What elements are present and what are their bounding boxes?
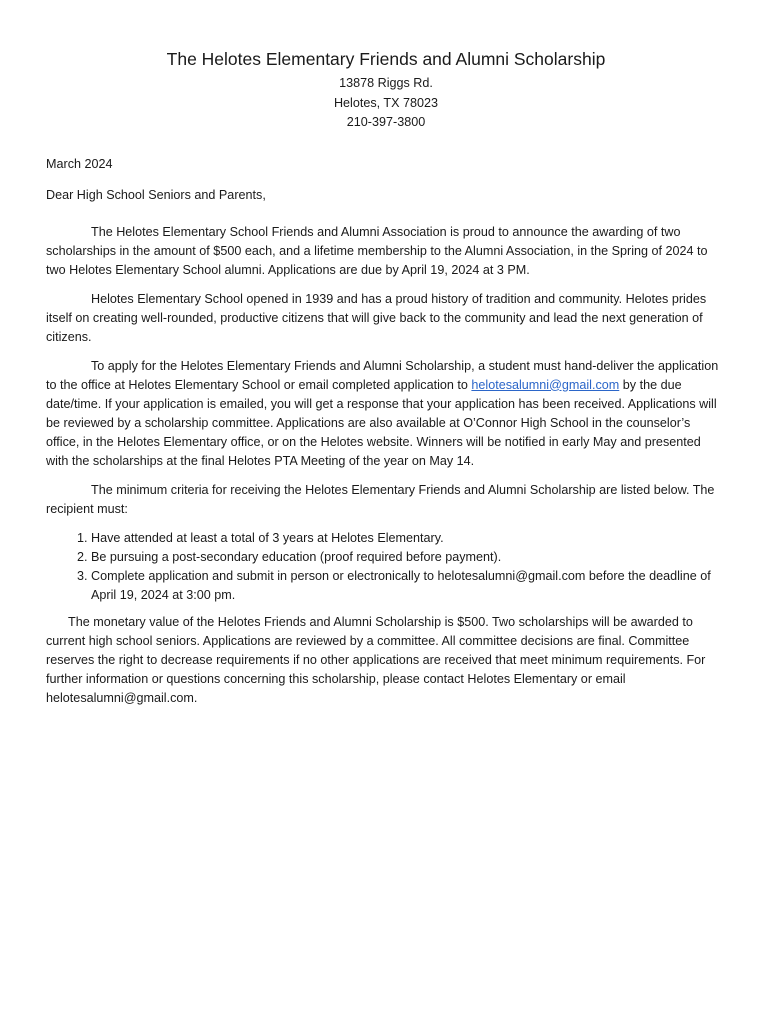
page-title: The Helotes Elementary Friends and Alumni Scholarship <box>166 49 606 69</box>
paragraph-announcement: The Helotes Elementary School Friends and Alumni Association is proud to announce the awarding of two scholarships in the amount of $500 each, and a lifetime membership to the Alumni Association, in the Spring of 2024 to two Helotes Elementary School alumni. Applications are due by April 19, 2024 at 3 PM. <box>46 224 708 277</box>
letter-page <box>46 46 726 718</box>
email-link[interactable]: helotesalumni@gmail.com <box>471 377 620 392</box>
letter-header <box>46 46 726 133</box>
letter-date: March 2024 <box>46 156 113 171</box>
salutation: Dear High School Seniors and Parents, <box>46 187 266 202</box>
address-street: 13878 Riggs Rd. <box>339 76 433 90</box>
paragraph-criteria-intro: The minimum criteria for receiving the Helotes Elementary Friends and Alumni Scholarship are listed below. The recipient must: <box>46 482 715 516</box>
list-item: 3. Complete application and submit in person or electronically to helotesalumni@gmail.com before the deadline of April 19, 2024 at 3:00 pm. <box>91 567 726 605</box>
phone-number: 210-397-3800 <box>346 115 426 129</box>
list-item: 2. Be pursuing a post-secondary education (proof required before payment). <box>91 548 726 567</box>
criteria-list <box>46 529 726 605</box>
apply-text-after: by the due date/time. If your application is emailed, you will get a response that your application has been received. Applications will be reviewed by a scholarship committee. Applications are also available at O’Connor High School in the counselor’s office, in the Helotes Elementary office, or on the Helotes website. Winners will be notified in early May and presented with the scholarships at the final Helotes PTA Meeting of the year on May 14. <box>46 377 717 468</box>
paragraph-history: Helotes Elementary School opened in 1939 and has a proud history of tradition and community. Helotes prides itself on creating well-rounded, productive citizens that will give back to the community and lead the next generation of citizens. <box>46 291 707 344</box>
paragraph-monetary-value: The monetary value of the Helotes Friends and Alumni Scholarship is $500. Two scholarships will be awarded to current high school seniors. Applications are reviewed by a committee. All committee decisions are final. Committee reserves the right to decrease requirements if no other applications are received that meet minimum requirements. For further information or questions concerning this scholarship, please contact Helotes Elementary or email helotesalumni@gmail.com. <box>46 614 706 705</box>
address-city: Helotes, TX 78023 <box>333 95 439 110</box>
paragraph-apply <box>46 357 726 471</box>
list-item: 1. Have attended at least a total of 3 years at Helotes Elementary. <box>91 529 726 548</box>
apply-text-before: To apply for the Helotes Elementary Friends and Alumni Scholarship, a student must hand-deliver the application to the office at Helotes Elementary School or email completed application to <box>46 358 719 392</box>
